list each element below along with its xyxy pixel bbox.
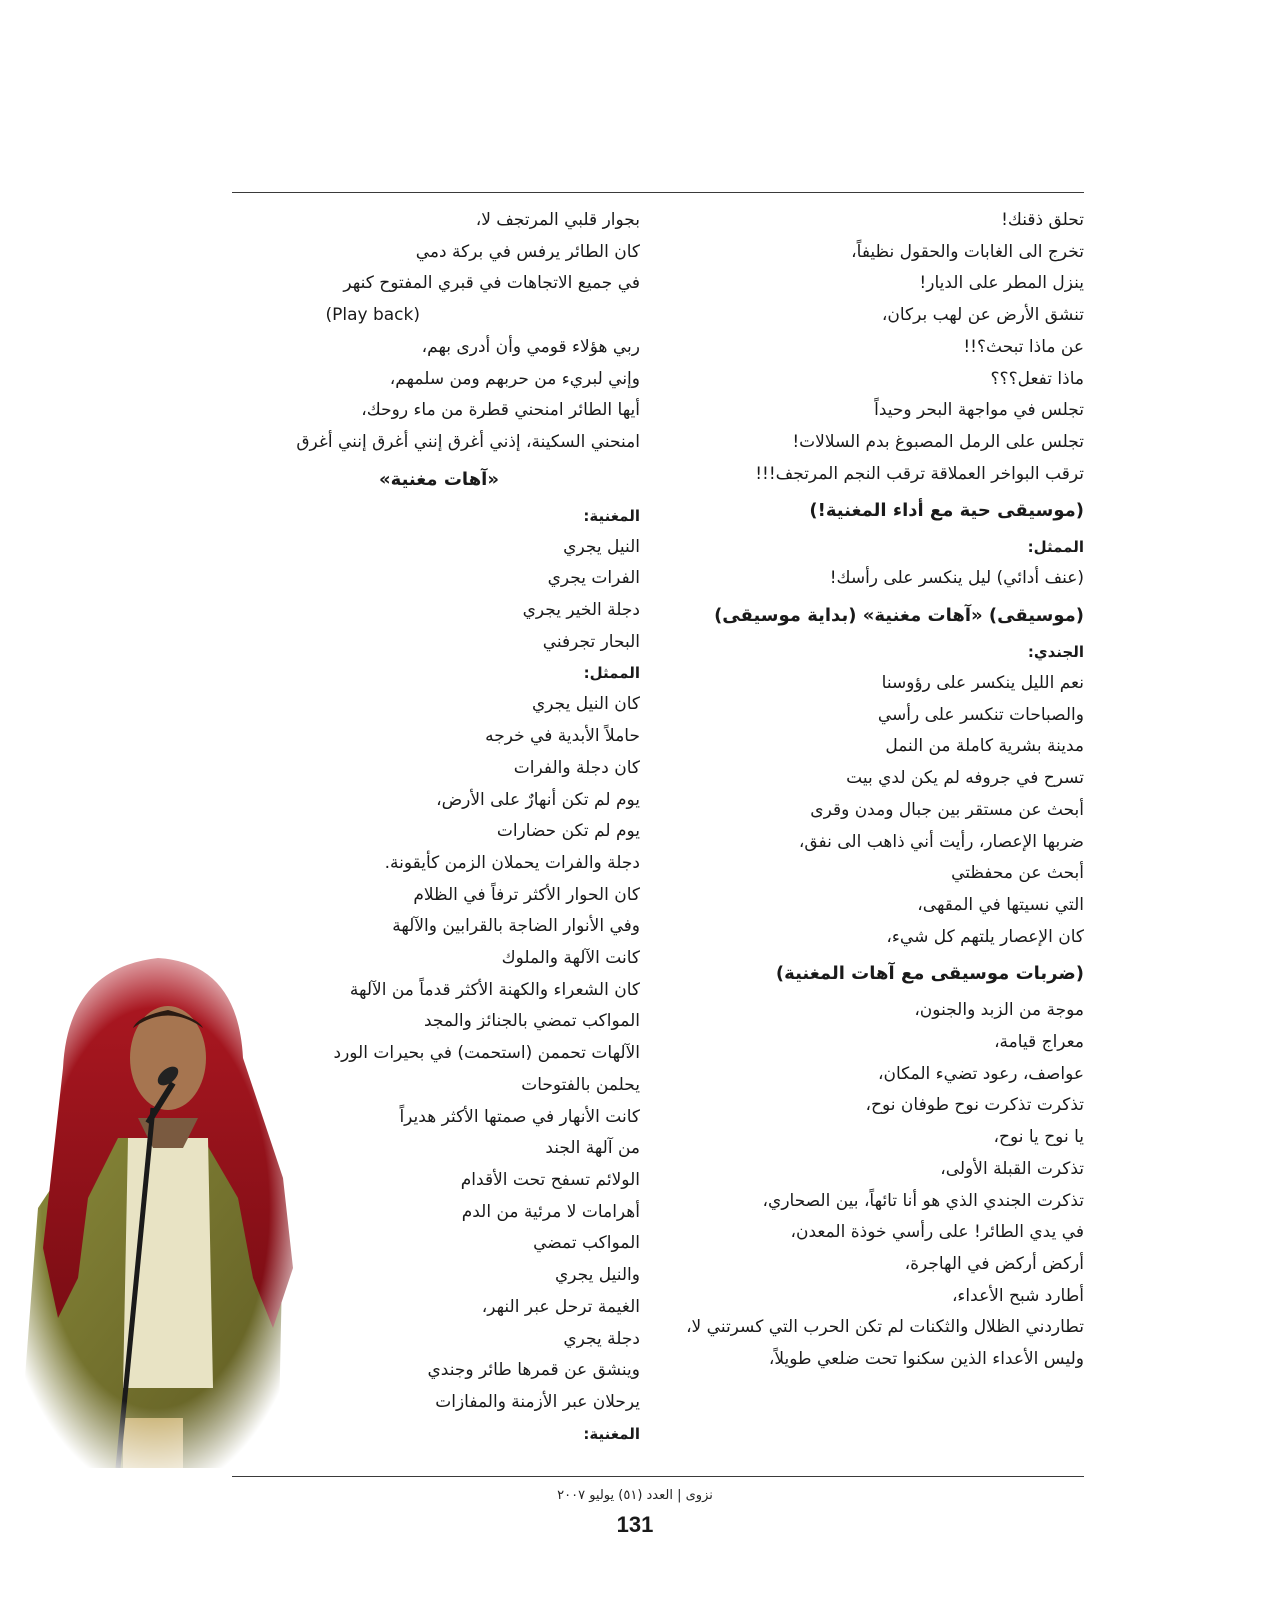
verse-line: المواكب تمضي <box>533 1233 640 1254</box>
verse-line: تخرج الى الغابات والحقول نظيفاً، <box>851 241 1084 262</box>
verse-line: تحلق ذقنك! <box>1001 210 1084 230</box>
verse-line: عواصف، رعود تضيء المكان، <box>878 1063 1084 1084</box>
verse-line: تجلس على الرمل المصبوغ بدم السلالات! <box>792 431 1084 452</box>
verse-line: أركض أركض في الهاجرة، <box>904 1253 1084 1274</box>
speaker-label: المغنية: <box>583 506 640 525</box>
verse-line: تذكرت تذكرت نوح طوفان نوح، <box>865 1095 1084 1116</box>
verse-line: معراج قيامة، <box>994 1032 1084 1053</box>
speaker-label: الممثل: <box>1027 538 1084 557</box>
right-text-column <box>680 205 1084 1376</box>
verse-line: أبحث عن محفظتي <box>951 863 1084 884</box>
verse-line: ينزل المطر على الديار! <box>919 273 1084 294</box>
performer-photo <box>8 948 303 1468</box>
verse-line: كانت الآلهة والملوك <box>501 948 640 969</box>
verse-line: تنشق الأرض عن لهب بركان، <box>881 305 1084 326</box>
verse-line: كان الطائر يرفس في بركة دمي <box>415 241 640 262</box>
verse-line: دجلة يجري <box>563 1328 640 1349</box>
verse-line: من آلهة الجند <box>545 1138 640 1159</box>
verse-line: وينشق عن قمرها طائر وجندي <box>427 1360 640 1381</box>
verse-line: يوم لم تكن حضارات <box>496 821 640 842</box>
verse-line: الفرات يجري <box>547 568 640 589</box>
bottom-rule <box>232 1476 1084 1477</box>
verse-line: امنحني السكينة، إذني أغرق إنني أغرق إنني أغرق <box>296 431 640 452</box>
verse-line: كان دجلة والفرات <box>513 757 640 778</box>
section-heading: (موسيقى حية مع أداء المغنية!) <box>809 500 1084 522</box>
verse-line: الغيمة ترحل عبر النهر، <box>481 1296 640 1317</box>
verse-line: كان الشعراء والكهنة الأكثر قدماً من الآلهة <box>349 979 640 1000</box>
verse-line: البحار تجرفني <box>542 631 640 652</box>
verse-line: مدينة بشرية كاملة من النمل <box>885 736 1084 757</box>
verse-line: بجوار قلبي المرتجف لا، <box>475 210 640 230</box>
speaker-label: المغنية: <box>583 1424 640 1443</box>
verse-line: أهرامات لا مرئية من الدم <box>461 1201 640 1222</box>
verse-line: تذكرت الجندي الذي هو أنا تائهاً، بين الصحاري، <box>762 1190 1084 1211</box>
verse-line: موجة من الزبد والجنون، <box>914 1000 1084 1021</box>
verse-line: يوم لم تكن أنهارٌ على الأرض، <box>436 789 640 810</box>
verse-line: كان الحوار الأكثر ترفاً في الظلام <box>413 884 640 905</box>
speaker-label: الجندي: <box>1027 643 1084 662</box>
verse-line: وفي الأنوار الضاجة بالقرابين والآلهة <box>392 916 640 937</box>
verse-line: نعم الليل ينكسر على رؤوسنا <box>881 673 1084 694</box>
verse-line: يرحلان عبر الأزمنة والمفازات <box>435 1391 640 1412</box>
verse-line: كانت الأنهار في صمتها الأكثر هديراً <box>399 1106 640 1127</box>
verse-line: ضربها الإعصار، رأيت أني ذاهب الى نفق، <box>798 831 1084 852</box>
verse-line: حاملاً الأبدية في خرجه <box>485 726 640 747</box>
page-number: 131 <box>616 1512 654 1537</box>
verse-line: أبحث عن مستقر بين جبال ومدن وقرى <box>810 799 1084 820</box>
verse-line: أيها الطائر امنحني قطرة من ماء روحك، <box>361 400 640 421</box>
speaker-label: الممثل: <box>583 664 640 683</box>
verse-line: المواكب تمضي بالجنائز والمجد <box>423 1011 640 1032</box>
verse-line: الآلهات تحممن (استحمت) في بحيرات الورد <box>333 1043 640 1064</box>
verse-line: تطاردني الظلال والثكنات لم تكن الحرب التي كسرتني لا، <box>686 1317 1084 1338</box>
verse-line: يحلمن بالفتوحات <box>521 1074 640 1095</box>
verse-line: تجلس في مواجهة البحر وحيداً <box>874 400 1084 421</box>
verse-line: التي نسيتها في المقهى، <box>917 894 1084 915</box>
verse-line: دجلة الخير يجري <box>522 600 640 621</box>
verse-line: (عنف أدائي) ليل ينكسر على رأسك! <box>829 568 1084 589</box>
verse-line: وإني لبريء من حربهم ومن سلمهم، <box>389 368 640 389</box>
verse-line: النيل يجري <box>563 536 640 557</box>
verse-line: تذكرت القبلة الأولى، <box>940 1158 1084 1179</box>
journal-footer: نزوى | العدد (٥١) يوليو ٢٠٠٧ <box>557 1488 713 1503</box>
verse-line: في جميع الاتجاهات في قبري المفتوح كنهر <box>343 273 640 294</box>
verse-line: والنيل يجري <box>554 1265 640 1286</box>
verse-line: والصباحات تنكسر على رأسي <box>877 704 1084 725</box>
verse-line: كان الإعصار يلتهم كل شيء، <box>886 926 1084 947</box>
stage-direction: (Play back) <box>325 305 420 326</box>
verse-line: يا نوح يا نوح، <box>993 1127 1084 1148</box>
verse-line: كان النيل يجري <box>532 694 640 715</box>
top-rule <box>232 192 1084 193</box>
section-heading: (موسيقى) «آهات مغنية» (بداية موسيقى) <box>714 605 1084 627</box>
verse-line: ربي هؤلاء قومي وأن أدرى بهم، <box>421 336 640 357</box>
verse-line: ترقب البواخر العملاقة ترقب النجم المرتجف!!! <box>755 463 1084 484</box>
verse-line: الولائم تسفح تحت الأقدام <box>460 1169 640 1190</box>
verse-line: أطارد شبح الأعداء، <box>951 1285 1084 1306</box>
verse-line: وليس الأعداء الذين سكنوا تحت ضلعي طويلاً، <box>768 1349 1084 1370</box>
section-heading: «آهات مغنية» <box>379 468 499 490</box>
section-heading: (ضربات موسيقى مع آهات المغنية) <box>775 963 1084 985</box>
verse-line: دجلة والفرات يحملان الزمن كأيقونة. <box>384 852 640 873</box>
verse-line: في يدي الطائر! على رأسي خوذة المعدن، <box>790 1222 1084 1243</box>
verse-line: تسرح في جروفه لم يكن لدي بيت <box>846 768 1084 789</box>
verse-line: ماذا تفعل؟؟؟ <box>990 368 1084 389</box>
verse-line: عن ماذا تبحث؟!! <box>963 336 1084 357</box>
